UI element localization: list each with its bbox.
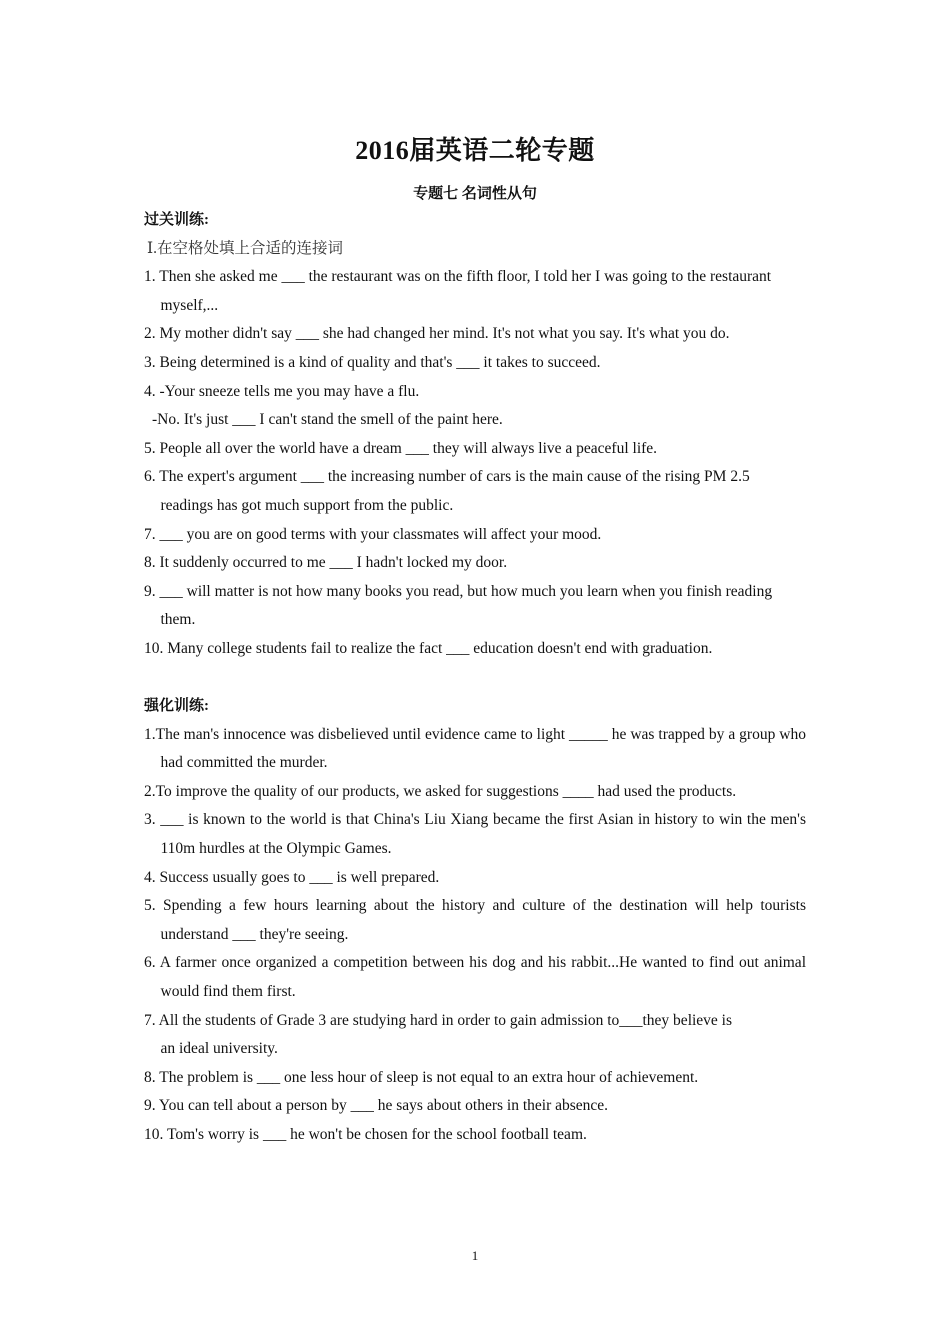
exercise-item: 2.To improve the quality of our products, we asked for suggestions ____ had used the products. [144,782,737,800]
exercise-item-dialogue-line: -No. It's just ___ I can't stand the smell of the paint here. [152,411,503,429]
exercise-item: 6. A farmer once organized a competition between his dog and his rabbit...He wanted to find out animal would find them first. [144,954,806,1001]
exercise-item: 6. The expert's argument ___ the increasing number of cars is the main cause of the rising PM 2.5 readings has got much support from the public. [144,468,750,514]
exercise-item: 9. ___ will matter is not how many books you read, but how much you learn when you finish reading them. [144,582,773,629]
exercise-item: 10. Many college students fail to realize the fact ___ education doesn't end with graduation. [144,639,713,657]
exercise-item: 2. My mother didn't say ___ she had changed her mind. It's not what you say. It's what you do. [144,325,730,343]
exercise-item: 8. It suddenly occurred to me ___ I hadn't locked my door. [144,554,508,572]
section-heading-advanced: 强化训练: [144,698,209,715]
section-spacer [144,664,806,693]
document-body [144,206,806,1150]
exercise-item: 10. Tom's worry is ___ he won't be chosen for the school football team. [144,1126,587,1143]
exercise-item: 3. ___ is known to the world is that China's Liu Xiang became the first Asian in history to win the men's 110m hurdles at the Olympic Games. [144,811,806,858]
exercise-item: 8. The problem is ___ one less hour of sleep is not equal to an extra hour of achievement. [144,1068,699,1086]
section-instruction: Ⅰ.在空格处填上合适的连接词 [147,239,343,257]
exercise-item: 9. You can tell about a person by ___ he says about others in their absence. [144,1097,609,1115]
exercise-item: 1. Then she asked me ___ the restaurant was on the fifth floor, I told her I was going to the restaurant myself,... [144,268,772,314]
exercise-item: 4. Success usually goes to ___ is well prepared. [144,868,440,886]
exercise-item: 5. Spending a few hours learning about the history and culture of the destination will help tourists understand ___ they're seeing. [144,897,806,943]
section-heading-basic: 过关训练: [144,212,209,228]
exercise-item: 4. -Your sneeze tells me you may have a flu. [144,382,420,400]
exercise-item: 3. Being determined is a kind of quality and that's ___ it takes to succeed. [144,353,601,371]
page-number: 1 [471,1248,479,1263]
exercise-item: 5. People all over the world have a dream ___ they will always live a peaceful life. [144,439,658,457]
exercise-item: 7. All the students of Grade 3 are studying hard in order to gain admission to___they believe is [144,1011,733,1029]
page-subtitle: 专题七 名词性从句 [413,186,537,202]
exercise-item: 1.The man's innocence was disbelieved until evidence came to light _____ he was trapped by a group who had committed the murder. [144,725,806,772]
page-title: 2016届英语二轮专题 [355,136,595,165]
exercise-item-continuation: an ideal university. [160,1040,278,1058]
exercise-item: 7. ___ you are on good terms with your classmates will affect your mood. [144,525,602,543]
